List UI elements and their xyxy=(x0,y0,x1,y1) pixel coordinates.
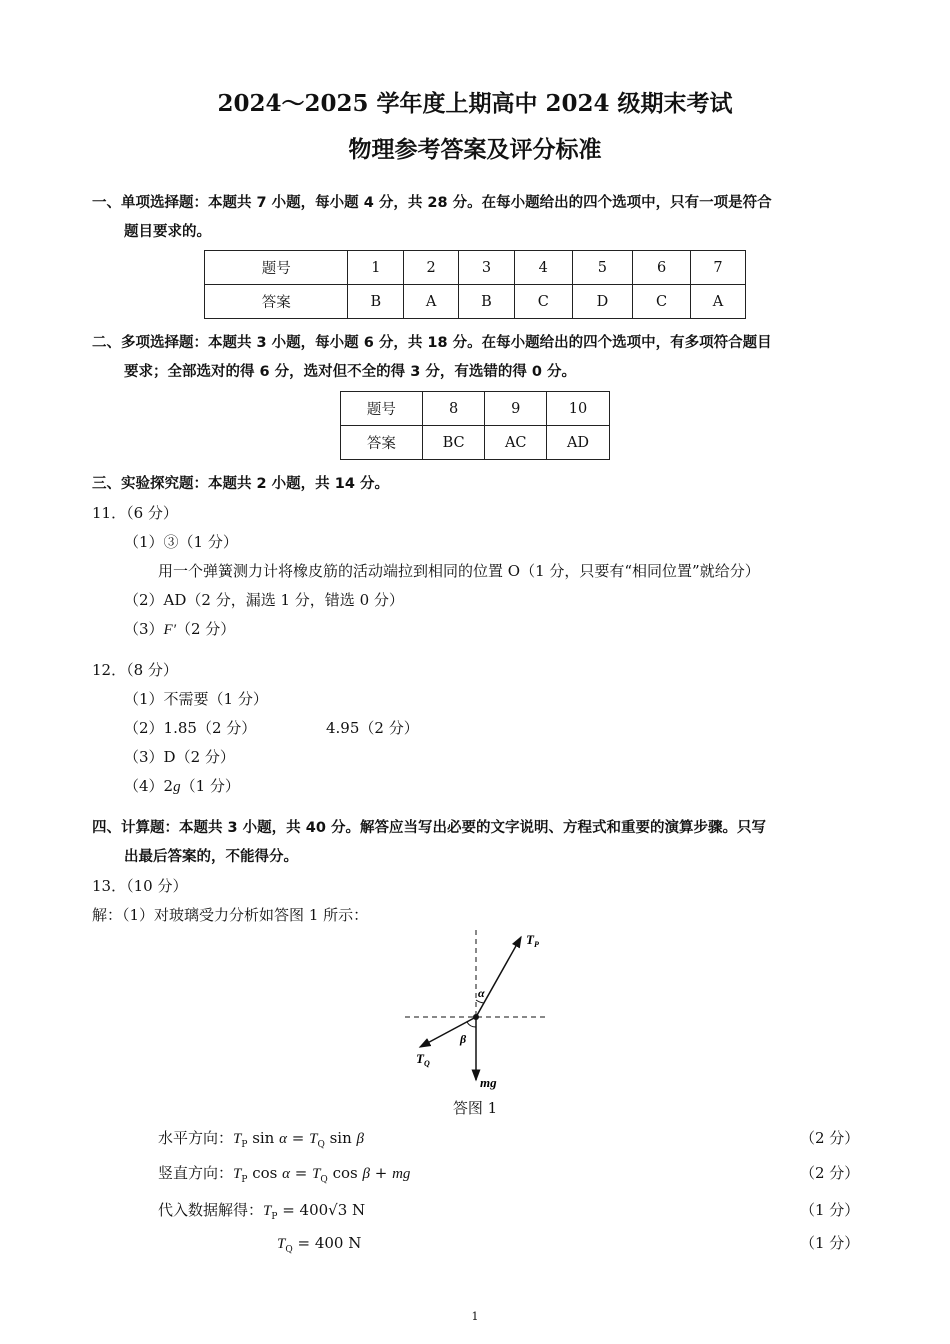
equation-term: α xyxy=(279,1131,287,1147)
section1-heading-cont: 题目要求的。 xyxy=(124,224,211,240)
table-cell: A xyxy=(404,285,459,319)
equation-term: β xyxy=(356,1131,365,1147)
equation xyxy=(233,1164,411,1185)
table-cell: B xyxy=(459,285,515,319)
tension-q-arrow xyxy=(420,1017,476,1047)
table-cell: 3 xyxy=(459,251,515,285)
q11-heading: 11．（6 分） xyxy=(92,504,178,522)
equation-term: mg xyxy=(392,1166,411,1182)
points: （1 分） xyxy=(180,777,240,795)
q11-answer-1: （1）③（1 分） xyxy=(124,533,238,551)
table-row-answers xyxy=(205,285,746,319)
equation-term: cos xyxy=(327,1164,363,1182)
equation-term: Q xyxy=(317,1140,325,1150)
table-cell: 10 xyxy=(547,392,610,426)
document-title: 2024～2025 学年度上期高中 2024 级期末考试 xyxy=(217,90,733,117)
equation xyxy=(263,1201,366,1222)
table-cell: 题号 xyxy=(341,392,423,426)
table-cell: 8 xyxy=(422,392,485,426)
section4-heading-cont: 出最后答案的，不能得分。 xyxy=(124,849,298,865)
table-cell: A xyxy=(691,285,746,319)
tension-p-arrow xyxy=(476,937,521,1017)
equation-term: = xyxy=(287,1129,310,1147)
points: （1 分） xyxy=(800,1234,860,1252)
points: （2 分） xyxy=(800,1164,860,1182)
table-cell: B xyxy=(348,285,404,319)
tp-label: $T_P$ xyxy=(526,932,539,949)
equation-term: Q xyxy=(285,1245,293,1255)
q12-heading: 12．（8 分） xyxy=(92,661,178,679)
q12-answer-3: （3）D（2 分） xyxy=(124,748,235,766)
equation xyxy=(277,1234,362,1255)
document-subtitle: 物理参考答案及评分标准 xyxy=(348,136,602,163)
answer-table-1 xyxy=(204,250,746,319)
tq-label: $T_Q$ xyxy=(416,1051,430,1068)
table-cell: 4 xyxy=(514,251,572,285)
section4-heading: 四、计算题：本题共 3 小题，共 40 分。解答应当写出必要的文字说明、方程式和重要的演算步骤。只写 xyxy=(92,820,766,836)
table-cell: 6 xyxy=(633,251,691,285)
table-cell: 答案 xyxy=(341,426,423,460)
q12-answer-4 xyxy=(124,776,240,797)
equation-result-tp xyxy=(158,1200,365,1227)
variable: F′ xyxy=(163,622,176,638)
table-cell: 7 xyxy=(691,251,746,285)
equation-horizontal xyxy=(158,1128,364,1155)
equation-term: P xyxy=(241,1175,248,1185)
table-cell: AC xyxy=(485,426,547,460)
points: （2 分） xyxy=(176,620,236,638)
equation xyxy=(233,1129,365,1150)
label: （3） xyxy=(124,620,164,638)
equation-term: T xyxy=(277,1236,286,1252)
table-row-answers xyxy=(341,426,610,460)
q12-answer-1: （1）不需要（1 分） xyxy=(124,690,268,708)
equation-label: 竖直方向： xyxy=(158,1164,234,1182)
equation-term: sin xyxy=(324,1129,357,1147)
section1-heading: 一、单项选择题：本题共 7 小题，每小题 4 分，共 28 分。在每小题给出的四个选项中，只有一项是符合 xyxy=(92,195,772,211)
equation-label: 水平方向： xyxy=(158,1129,234,1147)
q11-answer-3 xyxy=(124,619,235,640)
table-cell: 5 xyxy=(572,251,632,285)
table-cell: 题号 xyxy=(205,251,348,285)
equation-term: P xyxy=(241,1140,248,1150)
equation-term: α xyxy=(282,1166,290,1182)
table-cell: 答案 xyxy=(205,285,348,319)
equation-term: T xyxy=(263,1203,272,1219)
angle-alpha-arc xyxy=(476,1000,484,1003)
mg-label: mg xyxy=(480,1075,497,1090)
point-object xyxy=(473,1014,479,1020)
label: （4）2 xyxy=(124,777,174,795)
section2-heading: 二、多项选择题：本题共 3 小题，每小题 6 分，共 18 分。在每小题给出的四个选项中，有多项符合题目 xyxy=(92,335,772,351)
equation-term: = xyxy=(289,1164,313,1182)
equation-term: cos xyxy=(247,1164,283,1182)
q11-answer-1-detail: 用一个弹簧测力计将橡皮筋的活动端拉到相同的位置 O（1 分，只要有“相同位置”就给分） xyxy=(158,562,760,580)
table-cell: 2 xyxy=(404,251,459,285)
equation-vertical xyxy=(158,1163,410,1190)
equation-term: Q xyxy=(320,1175,328,1185)
force-diagram xyxy=(390,920,560,1100)
equation-term: = 400√3 N xyxy=(277,1201,366,1219)
equation-term: T xyxy=(233,1166,242,1182)
table-cell: BC xyxy=(422,426,485,460)
equation-label: 代入数据解得： xyxy=(158,1201,264,1219)
points: （2 分） xyxy=(800,1129,860,1147)
table-row-header xyxy=(341,392,610,426)
equation-term: T xyxy=(312,1166,321,1182)
section2-heading-cont: 要求；全部选对的得 6 分，选对但不全的得 3 分，有选错的得 0 分。 xyxy=(124,364,577,380)
page-number: 1 xyxy=(471,1310,479,1323)
points: （1 分） xyxy=(800,1201,860,1219)
equation-term: = 400 N xyxy=(292,1234,362,1252)
table-cell: AD xyxy=(547,426,610,460)
q13-intro: 解：（1）对玻璃受力分析如答图 1 所示： xyxy=(92,906,369,924)
table-cell: 9 xyxy=(485,392,547,426)
equation-term: T xyxy=(233,1131,242,1147)
equation-term: P xyxy=(271,1212,278,1222)
equation-term: β xyxy=(362,1166,370,1182)
figure-caption: 答图 1 xyxy=(452,1099,498,1117)
equation-term: sin xyxy=(247,1129,280,1147)
angle-beta-arc xyxy=(467,1022,476,1027)
table-cell: D xyxy=(572,285,632,319)
answer-table-2 xyxy=(340,391,610,460)
equation-term: T xyxy=(309,1131,318,1147)
q12-answer-2: （2）1.85（2 分） xyxy=(124,719,257,737)
section3-heading: 三、实验探究题：本题共 2 小题，共 14 分。 xyxy=(92,476,389,492)
q13-heading: 13．（10 分） xyxy=(92,877,188,895)
beta-label: β xyxy=(460,1032,467,1046)
q11-answer-2: （2）AD（2 分，漏选 1 分，错选 0 分） xyxy=(124,591,404,609)
alpha-label: α xyxy=(478,986,485,1000)
equation-result-tq xyxy=(277,1233,361,1260)
table-cell: C xyxy=(514,285,572,319)
table-cell: C xyxy=(633,285,691,319)
variable: g xyxy=(173,779,181,795)
equation-term: + xyxy=(369,1164,393,1182)
table-row-header xyxy=(205,251,746,285)
table-cell: 1 xyxy=(348,251,404,285)
q12-answer-2b: 4.95（2 分） xyxy=(326,719,419,737)
